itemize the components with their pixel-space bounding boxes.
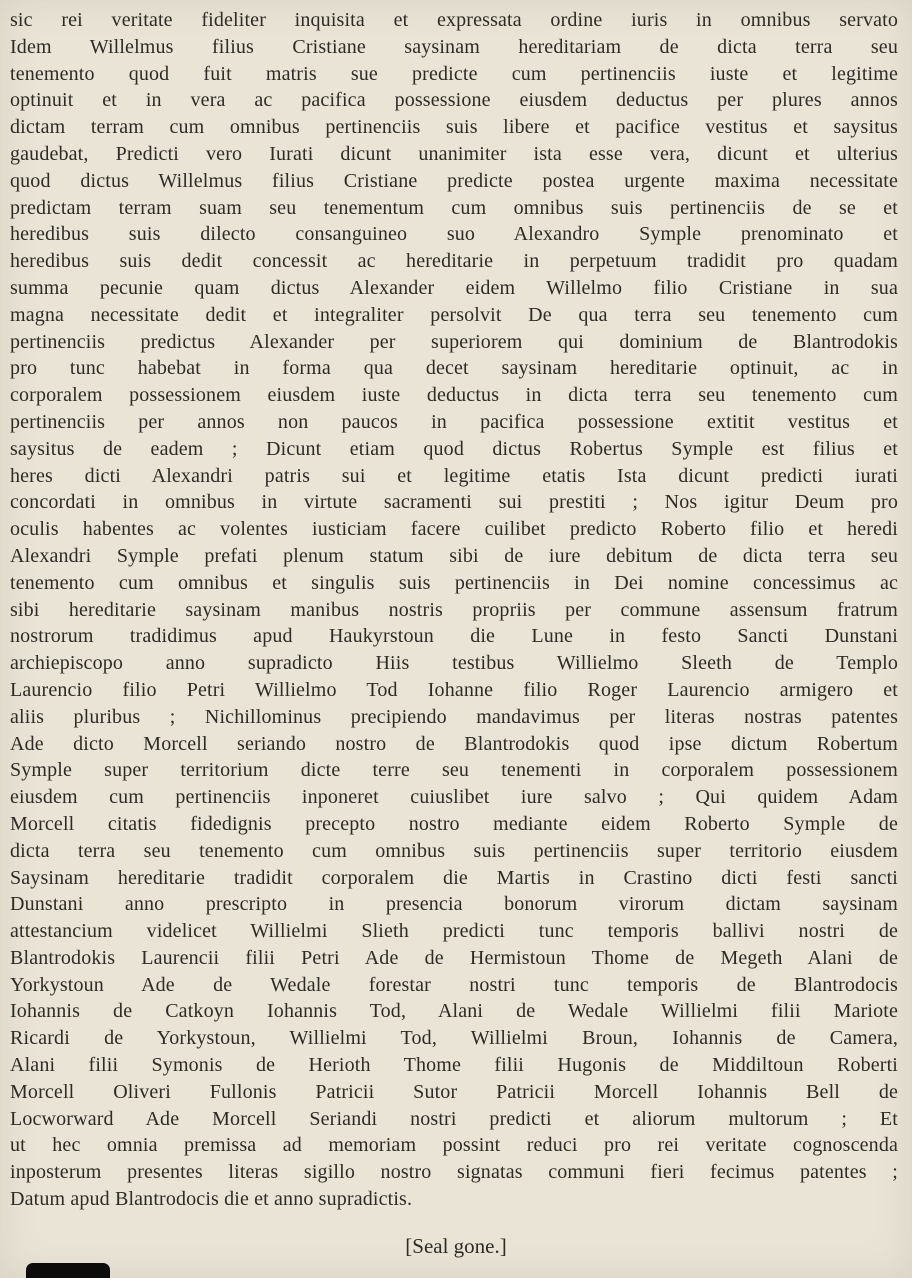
text-line: oculis habentes ac volentes iusticiam facere cuilibet predicto Roberto filio et heredi [10,518,898,541]
text-line: Yorkystoun Ade de Wedale forestar nostri tunc temporis de Blantrodocis [10,973,898,996]
text-line: gaudebat, Predicti vero Iurati dicunt unanimiter ista esse vera, dicunt et ulterius [10,142,898,165]
text-line: magna necessitate dedit et integraliter persolvit De qua terra seu tenemento cum [10,303,898,326]
text-line: Locworward Ade Morcell Seriandi nostri predicti et aliorum multorum ; Et [10,1107,898,1130]
text-line: aliis pluribus ; Nichillominus precipiendo mandavimus per literas nostras patentes [10,705,898,728]
text-line: Iohannis de Catkoyn Iohannis Tod, Alani de Wedale Willielmi filii Mariote [10,1000,898,1023]
text-line: concordati in omnibus in virtute sacramenti sui prestiti ; Nos igitur Deum pro [10,491,898,514]
text-line: predictam terram suam seu tenementum cum omnibus suis pertinenciis de se et [10,196,898,219]
text-line: eiusdem cum pertinenciis inponeret cuiuslibet iure salvo ; Qui quidem Adam [10,786,898,809]
text-line: Morcell Oliveri Fullonis Patricii Sutor Patricii Morcell Iohannis Bell de [10,1080,898,1103]
text-line: Alani filii Symonis de Herioth Thome filii Hugonis de Middiltoun Roberti [10,1054,898,1077]
text-line: tenemento quod fuit matris sue predicte cum pertinenciis iuste et legitime [10,62,898,85]
text-line: heredibus suis dedit concessit ac hereditarie in perpetuum tradidit pro quadam [10,250,898,273]
text-line: tenemento cum omnibus et singulis suis pertinenciis in Dei nomine concessimus ac [10,571,898,594]
text-line: Ricardi de Yorkystoun, Willielmi Tod, Willielmi Broun, Iohannis de Camera, [10,1027,898,1050]
text-line: heres dicti Alexandri patris sui et legitime etatis Ista dicunt predicti iurati [10,464,898,487]
text-line: Morcell citatis fidedignis precepto nostro mediante eidem Roberto Symple de [10,812,898,835]
text-line: summa pecunie quam dictus Alexander eidem Willelmo filio Cristiane in sua [10,276,898,299]
text-line: heredibus suis dilecto consanguineo suo Alexandro Symple prenominato et [10,223,898,246]
text-line: quod dictus Willelmus filius Cristiane predicte postea urgente maxima necessitate [10,169,898,192]
text-line: pertinenciis per annos non paucos in pacifica possessione extitit vestitus et [10,410,898,433]
text-line: nostrorum tradidimus apud Haukyrstoun die Lune in festo Sancti Dunstani [10,625,898,648]
text-line: Saysinam hereditarie tradidit corporalem die Martis in Crastino dicti festi sancti [10,866,898,889]
seal-gone-caption: [Seal gone.] [405,1233,507,1258]
text-line: corporalem possessionem eiusdem iuste deductus in dicta terra seu tenemento cum [10,384,898,407]
text-line: Symple super territorium dicte terre seu tenementi in corporalem possessionem [10,759,898,782]
text-line: saysitus de eadem ; Dicunt etiam quod dictus Robertus Symple est filius et [10,437,898,460]
text-line: Alexandri Symple prefati plenum statum sibi de iure debitum de dicta terra seu [10,544,898,567]
text-line: Blantrodokis Laurencii filii Petri Ade de Hermistoun Thome de Megeth Alani de [10,946,898,969]
text-line: Dunstani anno prescripto in presencia bonorum virorum dictam saysinam [10,893,898,916]
text-line: inposterum presentes literas sigillo nostro signatas communi fieri fecimus patentes ; [10,1161,898,1184]
text-line: Ade dicto Morcell seriando nostro de Blantrodokis quod ipse dictum Robertum [10,732,898,755]
text-line: sic rei veritate fideliter inquisita et expressata ordine iuris in omnibus servato [10,9,898,31]
text-line: ut hec omnia premissa ad memoriam possint reduci pro rei veritate cognoscenda [10,1134,898,1157]
text-line: attestancium videlicet Willielmi Slieth predicti tunc temporis ballivi nostri de [10,920,898,943]
text-line: Datum apud Blantrodocis die et anno supradictis. [10,1188,413,1211]
text-line: archiepiscopo anno supradicto Hiis testibus Willielmo Sleeth de Templo [10,652,898,675]
scan-artifact [26,1263,110,1278]
text-line: dicta terra seu tenemento cum omnibus suis pertinenciis super territorio eiusdem [10,839,898,862]
text-line: sibi hereditarie saysinam manibus nostris propriis per commune assensum fratrum [10,598,898,621]
text-line: pro tunc habebat in forma qua decet saysinam hereditarie optinuit, ac in [10,357,898,380]
text-line: Idem Willelmus filius Cristiane saysinam hereditariam de dicta terra seu [10,35,898,58]
text-line: optinuit et in vera ac pacifica possessione eiusdem deductus per plures annos [10,89,898,112]
text-line: dictam terram cum omnibus pertinenciis suis libere et pacifice vestitus et saysitus [10,116,898,139]
text-line: Laurencio filio Petri Willielmo Tod Iohanne filio Roger Laurencio armigero et [10,678,898,701]
text-line: pertinenciis predictus Alexander per superiorem qui dominium de Blantrodokis [10,330,898,353]
